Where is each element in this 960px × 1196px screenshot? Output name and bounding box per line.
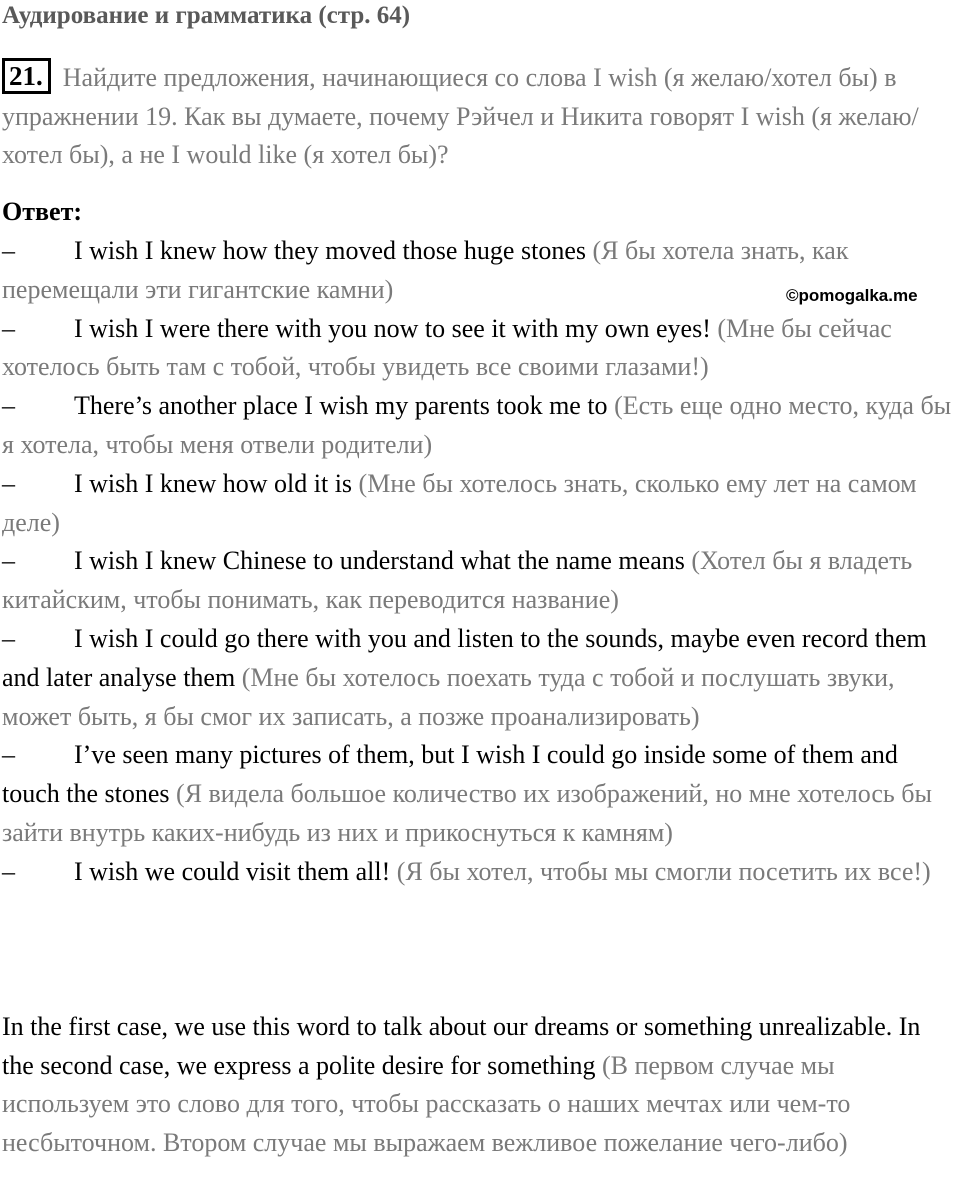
answer-item [2, 620, 958, 736]
item-english: There’s another place I wish my parents took me to [74, 391, 608, 421]
item-dash: – [2, 236, 15, 265]
section-heading: Аудирование и грамматика (стр. 64) [2, 2, 411, 29]
item-dash: – [2, 623, 15, 653]
conclusion-paragraph [2, 1008, 952, 1162]
item-translation: (Хотел бы я владеть китайским, чтобы понимать, как переводится название) [2, 546, 913, 615]
conclusion-english: In the first case, we use this word to talk about our dreams or something unrealizable. In the second case, we express a polite desire for something [2, 1012, 921, 1080]
item-translation: (Мне бы хотелось поехать туда с тобой и послушать звуки, может быть, я бы смог их записать, а позже проанализировать) [2, 662, 895, 731]
answer-item [2, 232, 958, 310]
item-translation: (Я бы хотел, чтобы мы смогли посетить их все!) [396, 856, 931, 886]
item-dash: – [2, 740, 15, 770]
item-translation: (Есть еще одно место, куда бы я хотела, чтобы меня отвели родители) [2, 391, 952, 459]
item-dash: – [2, 546, 15, 576]
item-english: I wish I knew Chinese to understand what the name means [74, 546, 685, 576]
item-translation: (Мне бы хотелось знать, сколько ему лет на самом деле) [2, 468, 917, 537]
item-translation: (Мне бы сейчас хотелось быть там с тобой, чтобы увидеть все своими глазами!) [2, 313, 892, 382]
answer-list [2, 232, 958, 892]
item-dash: – [2, 856, 15, 886]
item-english: I wish I could go there with you and listen to the sounds, maybe even record them and later analyse them [2, 623, 927, 692]
answer-item [2, 387, 958, 465]
item-dash: – [2, 391, 15, 421]
item-english: I wish I were there with you now to see it with my own eyes! [74, 313, 711, 343]
item-dash: – [2, 468, 15, 498]
answer-item [2, 542, 958, 620]
task-number: 21. [2, 58, 51, 94]
answer-label: Ответ: [2, 197, 83, 226]
task-text: Найдите предложения, начинающиеся со слова I wish (я желаю/хотел бы) в упражнении 19. Как вы думаете, почему Рэйчел и Никита говорят I wish (я желаю/хотел бы), а не I would like (я хотел бы)? [2, 63, 919, 169]
item-translation: (Я бы хотела знать, как перемещали эти гигантские камни) [2, 236, 849, 304]
answer-item [2, 310, 958, 388]
task-block [2, 58, 952, 175]
item-translation: (Я видела большое количество их изображений, но мне хотелось бы зайти внутрь каких-нибудь из них и прикоснуться к камням) [2, 779, 932, 847]
item-english: I’ve seen many pictures of them, but I wish I could go inside some of them and touch the stones [2, 740, 898, 809]
item-dash: – [2, 313, 15, 343]
answer-item [2, 465, 958, 543]
item-english: I wish I knew how old it is [74, 468, 353, 498]
watermark: ©pomogalka.me [786, 286, 918, 305]
conclusion-translation: (В первом случае мы используем это слово для того, чтобы рассказать о наших мечтах или чем-то несбыточном. Втором случае мы выражаем вежливое пожелание чего-либо) [2, 1050, 851, 1157]
answer-item [2, 853, 958, 892]
item-english: I wish we could visit them all! [74, 856, 391, 886]
answer-item [2, 736, 958, 852]
item-english: I wish I knew how they moved those huge stones [74, 236, 586, 265]
